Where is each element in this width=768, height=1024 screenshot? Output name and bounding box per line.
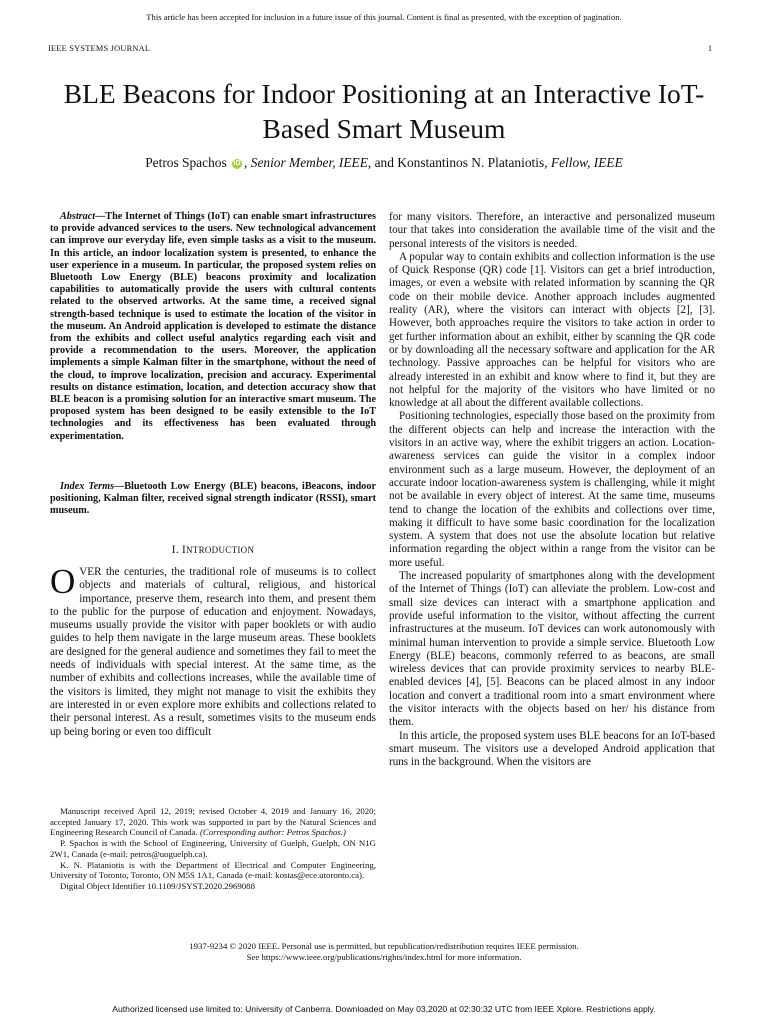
abstract bbox=[50, 211, 376, 443]
author-connector: , and Konstantinos N. Plataniotis, bbox=[367, 155, 551, 170]
orcid-icon[interactable]: iD bbox=[233, 160, 241, 167]
author-role: Senior Member, IEEE bbox=[250, 155, 368, 170]
acceptance-note: This article has been accepted for inclusion in a future issue of this journal. Content is final as presented, with the exception of pagination. bbox=[146, 12, 622, 22]
footnote-author1: P. Spachos is with the School of Engineering, University of Guelph, Guelph, ON N1G 2W1, Canada (e-mail: petros@uoguelph.ca). bbox=[50, 838, 376, 859]
paragraph: The increased popularity of smartphones along with the development of the Internet of Things (IoT) can alleviate the problem. Low-cost and small size devices can interact with a smartphone application and provide useful information to the visitor, without affecting the current infrastructures at the museum. IoT devices can work autonomously with minimal human intervention to provide a simple service. Bluetooth Low Energy (BLE) beacons, commonly referred to as beacons, are small wireless devices that can provide proximity services to nearby BLE-enabled devices [4], [5]. Beacons can be placed almost in any indoor location and convert a traditional room into a smart environment where the visitor interacts with the objects based on her/ his distance from them. bbox=[389, 570, 715, 729]
footnote-doi: Digital Object Identifier 10.1109/JSYST.2020.2969088 bbox=[60, 880, 255, 891]
author-line: Petros Spachos iD , Senior Member, IEEE, and Konstantinos N. Plataniotis, Fellow, IEEE bbox=[145, 155, 623, 170]
index-terms-label: Index Terms— bbox=[60, 481, 125, 492]
intro-paragraph: VER the centuries, the traditional role of museums is to collect objects and materials of cultural, religious, and historical importance, preserve them, research into them, and present them to the public for the purpose of education and enjoyment. Nowadays, museums usually provide the visitor with paper booklets or with audio guides to help them navigate in the large museum areas. These booklets are designed for the general audience and sometimes they fail to meet the needs of individuals with special interest. At the same time, as the number of exhibits and collections increases, while the available time of the visitors is limited, they might not manage to visit the exhibits they are interested in or even explore more exhibits and collections related to their personal interest. As a result, sometimes visits to the museum ends up being boring or even too difficult bbox=[50, 566, 376, 738]
section-heading: I. INTRODUCTION bbox=[171, 544, 255, 556]
paragraph: In this article, the proposed system uses BLE beacons for an IoT-based smart museum. The visitors use a developed Android application that runs in the background. When the visitors are bbox=[389, 729, 715, 769]
abstract-text: The Internet of Things (IoT) can enable smart infrastructures to provide advanced services to the users. New technological advancement can improve our everyday life, even simple tasks as a visit to the museum. In this article, an indoor localization system is presented, to enhance the user experience in a museum. In particular, the proposed system relies on Bluetooth Low Energy (BLE) beacons proximity and localization capabilities to automatically provide the users with cultural contents related to the observed artworks. At the same time, a received signal strength-based technique is used to estimate the location of the visitor in the museum. An Android application is developed to estimate the distance from the exhibits and collect useful analytics regarding each visit and provide a recommendation to the users. Moreover, the application implements a simple Kalman filter in the smartphone, without the need of the cloud, to improve localization, precision and accuracy. Experimental results on distance estimation, location, and detection accuracy show that BLE beacon is a promising solution for an interactive smart museum. The proposed system has been designed to be easily extensible to the IoT technologies and its effectiveness has been evaluated through experimentation. bbox=[50, 211, 376, 442]
index-terms-text: Bluetooth Low Energy (BLE) beacons, iBeacons, indoor positioning, Kalman filter, received signal strength indicator (RSSI), smart museum. bbox=[50, 481, 376, 517]
footnote-author2: K. N. Plataniotis is with the Department of Electrical and Computer Engineering, University of Toronto, Toronto, ON M5S 1A1, Canada (e-mail: kostas@ece.utoronto.ca). bbox=[50, 859, 376, 881]
footnote-manuscript: Manuscript received April 12, 2019; revised October 4, 2019 and January 16, 2020; accepted January 17, 2020. This work was supported in part by the Natural Sciences and Engineering Research Council of Canada. (Corresponding author: Petros Spachos.) bbox=[50, 806, 376, 838]
index-terms bbox=[50, 481, 376, 518]
copyright-notice: 1937-9234 © 2020 IEEE. Personal use is permitted, but republication/redistribution requires IEEE permission. See https://www.ieee.org/publications/rights/index.html for more information. bbox=[0, 941, 768, 963]
abstract-label: Abstract— bbox=[60, 211, 106, 222]
footnotes bbox=[50, 806, 376, 892]
author-name: Petros Spachos bbox=[145, 155, 227, 170]
introduction-body bbox=[50, 562, 376, 739]
author-role: Fellow, IEEE bbox=[550, 155, 623, 170]
license-notice: Authorized licensed use limited to: University of Canberra. Downloaded on May 03,2020 at 02:30:32 UTC from IEEE Xplore. Restrictions apply. bbox=[112, 1004, 656, 1014]
paragraph: for many visitors. Therefore, an interactive and personalized museum tour that takes into consideration the available time of the visit and the personal interests of the visitors is needed. bbox=[389, 211, 715, 250]
dropcap: O bbox=[50, 562, 76, 601]
journal-name: IEEE SYSTEMS JOURNAL bbox=[48, 44, 151, 53]
paragraph: Positioning technologies, especially those based on the proximity from the different objects can help and increase the interaction with the visitors in an active way, where the exhibit triggers an action. Location-awareness services can guide the visitor in a complex indoor environment such as a large museum. However, the deployment of an accurate indoor location-awareness system is challenging, while it might not be available in every object of interest. At the same time, museums tend to change the location of the exhibits and collections over time, making it difficult to have some basic coordination for the localization system. A system that does not use the absolute location but relative information regarding the object within a range from the visitor can be more useful. bbox=[389, 410, 715, 569]
paragraph: A popular way to contain exhibits and collection information is the use of Quick Response (QR) code [1]. Visitors can get a brief introduction, images, or even a website with related information by scanning the QR code on their mobile device. Another approach includes augmented reality (AR), where the visitors can interact with objects [2], [3]. However, both approaches require the visitors to take action in order to get further information about an exhibit, either by scanning the QR code or by downloading all the necessary software and application for the AR technology. Passive approaches can be helpful for visitors who are already interested in an exhibit and know where to find it, but they are not helpful for the majority of the visitors who have limited or no knowledge at all about the different available collections. bbox=[389, 250, 715, 410]
paper-title: BLE Beacons for Indoor Positioning at an Interactive IoT-Based Smart Museum bbox=[63, 78, 705, 144]
rights-link[interactable]: See https://www.ieee.org/publications/rights/index.html for more information. bbox=[246, 952, 522, 962]
page-number: 1 bbox=[707, 44, 712, 53]
right-column bbox=[389, 211, 715, 769]
